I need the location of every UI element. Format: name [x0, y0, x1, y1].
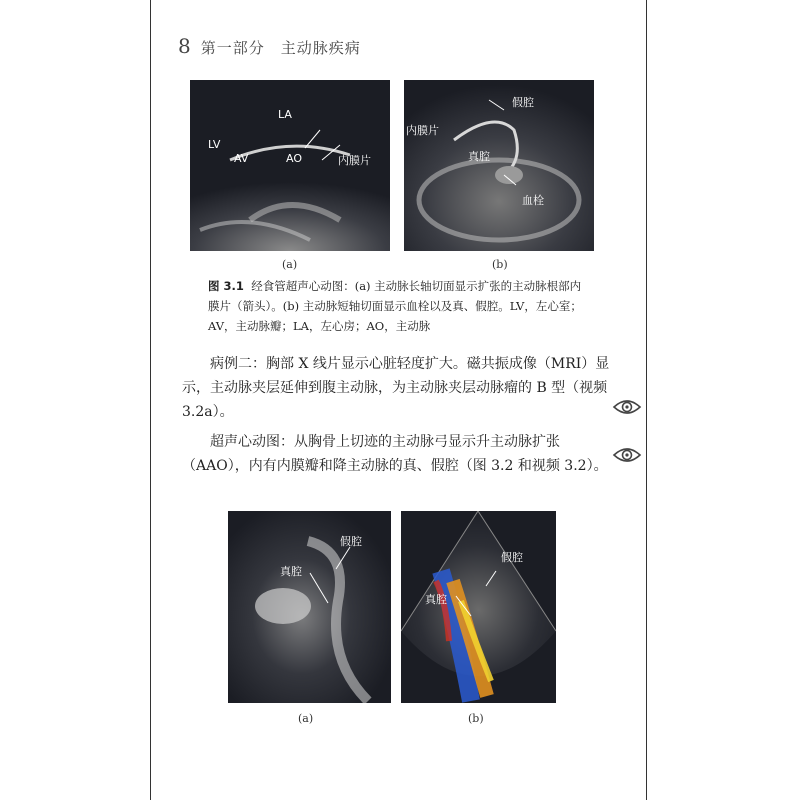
figure-3-2a-image	[228, 511, 391, 703]
subcaption-2a: (a)	[298, 712, 314, 725]
paragraph-case2: 病例二：胸部 X 线片显示心脏轻度扩大。磁共振成像（MRI）显示，主动脉夹层延伸到腹主动脉，为主动脉夹层动脉瘤的 B 型（视频 3.2a）。	[182, 356, 610, 420]
running-header	[178, 34, 361, 58]
page-number: 8	[178, 34, 191, 58]
label-thrombus: 血栓	[522, 194, 544, 207]
section-title: 第一部分 主动脉疾病	[200, 39, 361, 57]
label-flap: 内膜片	[338, 154, 371, 167]
subcaption-b: (b)	[492, 258, 508, 271]
figure-3-1-caption	[208, 276, 590, 336]
echo-arch-icon	[228, 511, 391, 703]
label-lv: LV	[208, 138, 221, 151]
label-true-lumen-2a: 真腔	[280, 565, 302, 578]
label-true-lumen: 真腔	[468, 150, 490, 163]
figure-3-1b-image	[404, 80, 594, 251]
subcaption-2b: (b)	[468, 712, 484, 725]
caption-number: 图 3.1	[208, 279, 244, 293]
video-eye-icon[interactable]	[612, 398, 642, 416]
label-false-lumen: 假腔	[512, 96, 534, 109]
label-false-lumen-2a: 假腔	[340, 535, 362, 548]
label-true-lumen-2b: 真腔	[425, 593, 447, 606]
figure-3-2b-image	[401, 511, 556, 703]
body-text	[182, 352, 612, 478]
echo-short-axis-icon	[404, 80, 594, 251]
paragraph-echo: 超声心动图：从胸骨上切迹的主动脉弓显示升主动脉扩张（AAO），内有内膜瓣和降主动脉的真、假腔（图 3.2 和视频 3.2）。	[182, 434, 608, 474]
caption-text: 经食管超声心动图：(a) 主动脉长轴切面显示扩张的主动脉根部内膜片（箭头）。(b) 主动脉短轴切面显示血栓以及真、假腔。LV，左心室；AV，主动脉瓣；LA，左心房；AO，主动脉	[208, 279, 582, 333]
subcaption-a: (a)	[282, 258, 298, 271]
label-av: AV	[234, 152, 249, 165]
color-doppler-icon	[401, 511, 556, 703]
video-eye-icon[interactable]	[612, 446, 642, 464]
label-la: LA	[278, 108, 292, 121]
label-false-lumen-2b: 假腔	[501, 551, 523, 564]
label-flap-b: 内膜片	[406, 124, 439, 137]
figure-3-1a-image	[190, 80, 390, 251]
label-ao: AO	[286, 152, 302, 165]
